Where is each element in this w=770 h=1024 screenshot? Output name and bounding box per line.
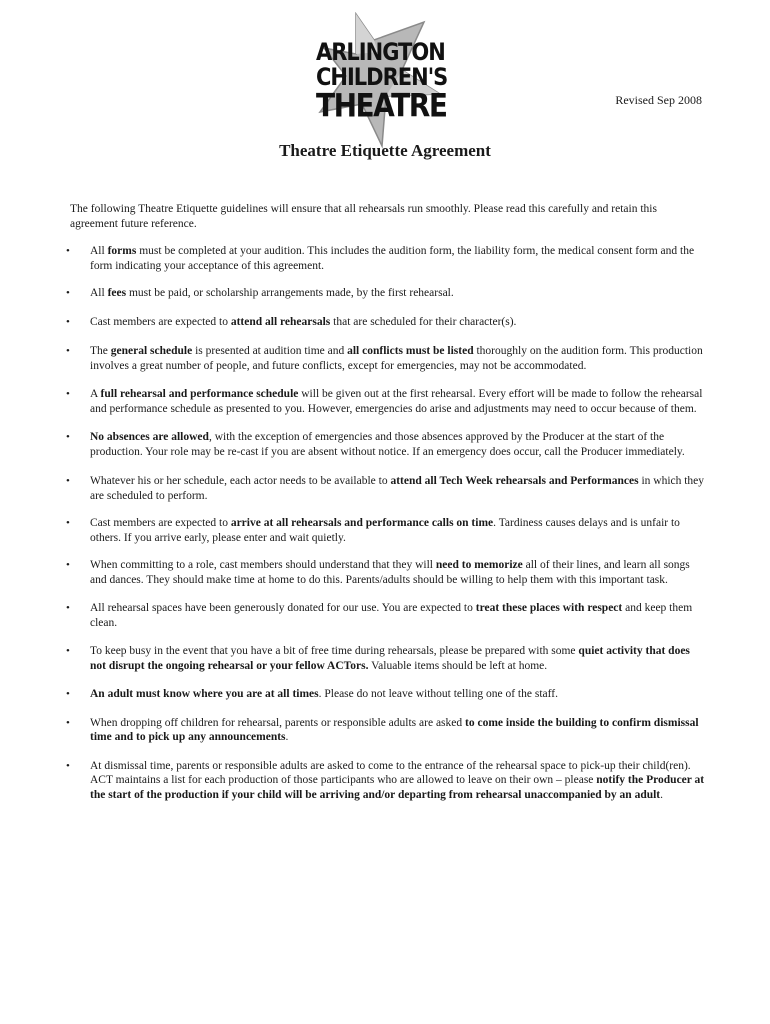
item-text: . xyxy=(660,788,664,801)
item-emphasis: No absences are allowed xyxy=(90,431,209,443)
item-emphasis: notify the Producer at the start of the production if your child will be arriving and/or departing from rehearsal unaccompanied by an adult xyxy=(90,774,705,801)
item-text: All xyxy=(90,287,108,299)
etiquette-list xyxy=(66,244,706,802)
logo-line-arlington: ARLINGTON xyxy=(316,38,445,66)
item-text: Valuable items should be left at home. xyxy=(368,659,548,672)
item-emphasis: all conflicts must be listed xyxy=(347,345,474,357)
item-emphasis: An adult must know where you are at all times xyxy=(90,688,319,700)
list-item xyxy=(66,474,706,503)
list-item xyxy=(66,716,706,745)
item-text: Cast members are expected to xyxy=(90,517,231,529)
item-text: . Please do not leave without telling one of the staff. xyxy=(318,688,558,700)
logo-line-theatre: THEATRE xyxy=(316,86,447,125)
bullet-icon: • xyxy=(66,517,70,529)
item-text: and keep them clean. xyxy=(90,602,693,629)
list-item xyxy=(66,759,706,803)
item-emphasis: fees xyxy=(107,287,127,299)
item-text: will be given out at the first rehearsal. Every effort will be made to follow the rehearsal and performance schedule as presented to you. However, emergencies do arise and adjustments may need to occur because of them. xyxy=(90,388,703,415)
list-item xyxy=(66,315,706,330)
bullet-icon: • xyxy=(66,688,70,700)
item-text: The xyxy=(90,345,111,357)
item-emphasis: quiet activity that does not disrupt the ongoing rehearsal or your fellow ACTors. xyxy=(90,645,690,672)
bullet-icon: • xyxy=(66,431,70,443)
item-text: that are scheduled for their character(s). xyxy=(330,315,517,328)
bullet-icon: • xyxy=(66,759,70,772)
list-item xyxy=(66,286,706,301)
list-item xyxy=(66,558,706,587)
bullet-icon: • xyxy=(66,645,70,657)
list-item xyxy=(66,244,706,273)
item-text: must be completed at your audition. This includes the audition form, the liability form, the medical consent form and the form indicating your acceptance of this agreement. xyxy=(90,245,695,272)
item-text: All xyxy=(90,245,108,257)
item-text: all of their lines, and learn all songs and dances. They should make time at home to do this. Parents/adults should be willing to help them with this important task. xyxy=(90,559,690,586)
item-text: . xyxy=(285,731,289,743)
item-text: When committing to a role, cast members should understand that they will xyxy=(90,559,436,571)
list-item xyxy=(66,516,706,545)
item-emphasis: attend all Tech Week rehearsals and Performances xyxy=(390,475,639,487)
item-emphasis: forms xyxy=(107,245,137,257)
item-text: must be paid, or scholarship arrangements made, by the first rehearsal. xyxy=(126,287,454,299)
item-text: Cast members are expected to xyxy=(90,315,231,328)
revised-date: Revised Sep 2008 xyxy=(615,93,702,107)
item-text: in which they are scheduled to perform. xyxy=(90,475,705,502)
item-text: When dropping off children for rehearsal, parents or responsible adults are asked xyxy=(90,716,466,729)
list-item xyxy=(66,601,706,630)
bullet-icon: • xyxy=(66,245,70,257)
bullet-icon: • xyxy=(66,602,70,614)
item-emphasis: full rehearsal and performance schedule xyxy=(100,388,299,400)
item-emphasis: need to memorize xyxy=(435,559,523,571)
item-emphasis: attend all rehearsals xyxy=(230,315,331,328)
bullet-icon: • xyxy=(66,287,70,299)
list-item xyxy=(66,687,706,702)
item-text: All rehearsal spaces have been generously donated for our use. You are expected to xyxy=(90,602,476,614)
item-text: . Tardiness causes delays and is unfair to others. If you arrive early, please enter and wait quietly. xyxy=(90,517,680,544)
list-item xyxy=(66,387,706,416)
bullet-icon: • xyxy=(66,559,70,571)
intro-paragraph: The following Theatre Etiquette guidelines will ensure that all rehearsals run smoothly. Please read this carefully and retain this agreement future reference. xyxy=(70,203,657,230)
bullet-icon: • xyxy=(66,345,70,357)
list-item xyxy=(66,430,706,459)
list-item xyxy=(66,644,706,673)
item-emphasis: general schedule xyxy=(110,345,193,357)
item-text: At dismissal time, parents or responsible adults are asked to come to the entrance of the rehearsal space to pick-up their child(ren). ACT maintains a list for each production of those participants who are allowed to leave on their own – please xyxy=(90,759,691,786)
list-item xyxy=(66,344,706,373)
bullet-icon: • xyxy=(66,475,70,487)
item-emphasis: to come inside the building to confirm dismissal time and to pick up any announcements xyxy=(90,716,699,743)
item-text: Whatever his or her schedule, each actor needs to be available to xyxy=(90,475,391,487)
bullet-icon: • xyxy=(66,388,70,400)
page-title: Theatre Etiquette Agreement xyxy=(279,141,491,160)
item-emphasis: treat these places with respect xyxy=(475,602,623,614)
bullet-icon: • xyxy=(66,315,70,328)
arlington-childrens-theatre-logo xyxy=(316,12,448,150)
item-emphasis: arrive at all rehearsals and performance calls on time xyxy=(230,517,494,529)
item-text: , with the exception of emergencies and those absences approved by the Producer at the start of the production. Your role may be re-cast if you are absent without notice. If an emergency does occur, call the Producer immediately. xyxy=(90,431,685,458)
item-text: is presented at audition time and xyxy=(192,345,348,357)
item-text: To keep busy in the event that you have a bit of free time during rehearsals, please be prepared with some xyxy=(90,645,579,657)
item-text: thoroughly on the audition form. This production involves a great number of people, and future conflicts, except for emergencies, may not be accommodated. xyxy=(90,345,703,372)
item-text: A xyxy=(90,388,101,400)
logo-line-childrens: CHILDREN'S xyxy=(316,63,448,91)
bullet-icon: • xyxy=(66,716,70,729)
